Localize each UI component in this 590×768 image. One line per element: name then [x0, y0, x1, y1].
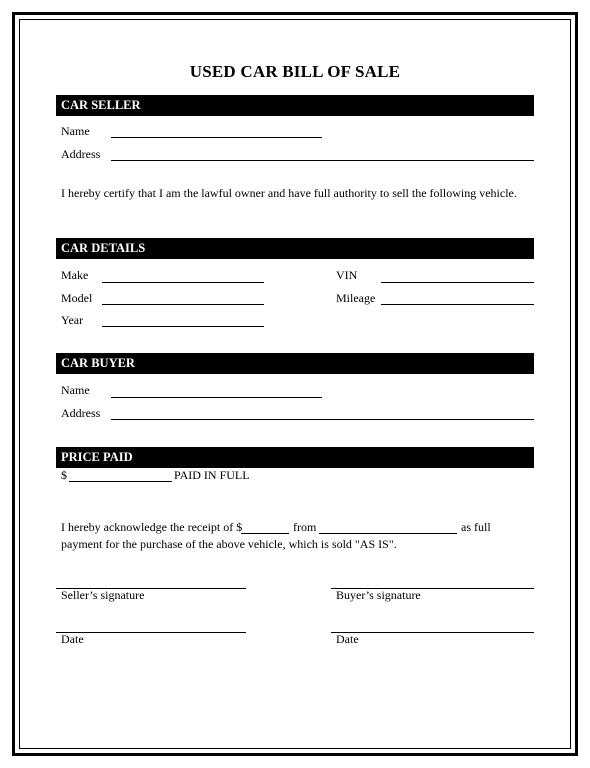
buyer-date-label: Date	[336, 632, 359, 646]
mileage-field[interactable]	[381, 304, 534, 305]
received-from-field[interactable]	[319, 533, 457, 534]
acknowledge-as-full-label: as full	[461, 520, 491, 534]
received-amount-field[interactable]	[241, 533, 289, 534]
model-label: Model	[61, 291, 93, 305]
make-field[interactable]	[102, 282, 264, 283]
vin-field[interactable]	[381, 282, 534, 283]
buyer-signature-label: Buyer’s signature	[336, 588, 421, 602]
paid-in-full-label: PAID IN FULL	[174, 468, 250, 482]
seller-address-field[interactable]	[111, 160, 534, 161]
acknowledge-text-line2: payment for the purchase of the above vehicle, which is sold "AS IS".	[61, 537, 397, 551]
seller-date-label: Date	[61, 632, 84, 646]
section-header-car-details: CAR DETAILS	[56, 238, 534, 259]
seller-name-label: Name	[61, 124, 90, 138]
seller-signature-label: Seller’s signature	[61, 588, 145, 602]
buyer-name-field[interactable]	[111, 397, 322, 398]
buyer-address-label: Address	[61, 406, 101, 420]
acknowledge-from-label: from	[293, 520, 317, 534]
seller-name-field[interactable]	[111, 137, 322, 138]
seller-certification-text: I hereby certify that I am the lawful owner and have full authority to sell the following vehicle.	[61, 186, 517, 200]
section-header-car-buyer: CAR BUYER	[56, 353, 534, 374]
buyer-address-field[interactable]	[111, 419, 534, 420]
document-title: USED CAR BILL OF SALE	[189, 62, 401, 81]
year-field[interactable]	[102, 326, 264, 327]
mileage-label: Mileage	[336, 291, 376, 305]
seller-address-label: Address	[61, 147, 101, 161]
section-header-car-seller: CAR SELLER	[56, 95, 534, 116]
price-dollar-sign: $	[61, 468, 67, 482]
year-label: Year	[61, 313, 84, 327]
model-field[interactable]	[102, 304, 264, 305]
seller-date-field[interactable]	[56, 632, 246, 633]
buyer-date-field[interactable]	[331, 632, 534, 633]
buyer-name-label: Name	[61, 383, 90, 397]
section-header-price-paid: PRICE PAID	[56, 447, 534, 468]
make-label: Make	[61, 268, 89, 282]
page-border-inner	[19, 19, 571, 749]
vin-label: VIN	[336, 268, 358, 282]
acknowledge-text-start: I hereby acknowledge the receipt of $	[61, 520, 243, 534]
price-amount-field[interactable]	[69, 481, 172, 482]
